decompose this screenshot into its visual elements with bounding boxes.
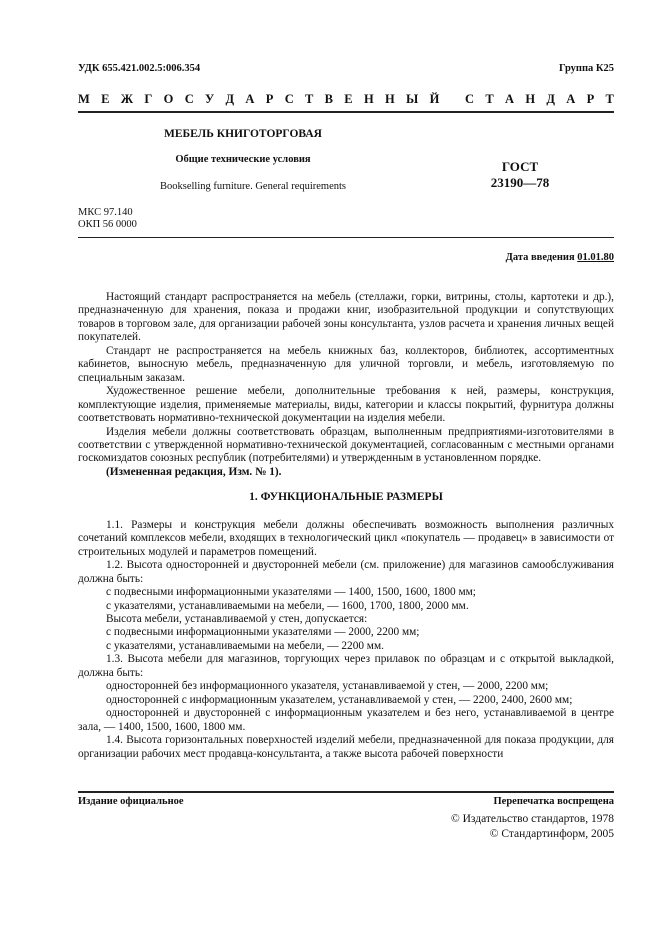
header-rule: [78, 111, 614, 113]
copyright-publisher: © Издательство стандартов, 1978: [450, 813, 614, 825]
gost-label: ГОСТ: [501, 159, 539, 174]
intro-paragraph-2: Стандарт не распространяется на мебель книжных баз, коллекторов, библиотек, ассортиментных кабинетов, выносную мебель, предназначенную для уличной торговли, и мебель, изготовляемую по специальным заказам.: [78, 344, 614, 384]
clause-1-2-item-a: с подвесными информационными указателями — 1400, 1500, 1600, 1800 мм;: [106, 586, 476, 599]
clause-1-1: 1.1. Размеры и конструкция мебели должны обеспечивать возможность выполнения различных сочетаний комплексов мебели, входящих в технологический цикл «покупатель — продавец» в зависимости от строительных модулей и параметров помещений.: [78, 518, 614, 558]
intro-date-value: 01.01.80: [577, 252, 614, 263]
intro-date-label: Дата введения: [505, 252, 575, 263]
clause-1-3-item-a: односторонней без информационного указателя, устанавливаемой у стен, — 2000, 2200 мм;: [106, 680, 549, 693]
intro-paragraph-4: Изделия мебели должны соответствовать образцам, выполненным предприятиями-изготовителями в соответствии с утвержденной нормативно-технической документацией, согласованным с местными органами госкомиздатов союзных республик (потребителями) и утвержденным в установленном порядке.: [78, 425, 614, 465]
clause-1-2: 1.2. Высота односторонней и двусторонней мебели (см. приложение) для магазинов самообслуживания должна быть:: [78, 559, 614, 585]
intro-paragraph-1: Настоящий стандарт распространяется на мебель (стеллажи, горки, витрины, столы, картотеки и др.), предназначенную для хранения, показа и продажи книг, изобразительной продукции и сопутствующих товаров в торговом зале, для организации рабочей зоны консультанта, узлов расчета и хранения личных вещей покупателей.: [78, 291, 614, 344]
document-body: [78, 291, 614, 761]
title-rule: [78, 237, 614, 238]
footer-rule: [78, 791, 614, 793]
clause-1-2-item-e: с указателями, устанавливаемыми на мебели, — 2200 мм.: [106, 639, 384, 652]
document-subtitle: Общие технические условия: [175, 154, 311, 165]
intro-paragraph-3: Художественное решение мебели, дополнительные требования к ней, размеры, конструкция, комплектующие изделия, применяемые материалы, виды, категории и классы покрытий, фурнитура должны соответствовать нормативно-технической документации на изделия мебели.: [78, 385, 614, 425]
reprint-prohibited: Перепечатка воспрещена: [493, 796, 614, 807]
mks-code: МКС 97.140: [78, 207, 133, 218]
section-1-title: 1. ФУНКЦИОНАЛЬНЫЕ РАЗМЕРЫ: [249, 491, 443, 504]
clause-1-2-item-d: с подвесными информационными указателями — 2000, 2200 мм;: [106, 626, 420, 639]
clause-1-3: 1.3. Высота мебели для магазинов, торгующих через прилавок по образцам и с открытой выкладкой, должна быть:: [78, 653, 614, 679]
udk-code: УДК 655.421.002.5:006.354: [78, 63, 201, 74]
clause-1-4: 1.4. Высота горизонтальных поверхностей изделий мебели, предназначенной для показа продукции, для организации рабочих мест продавца-консультанта, а также высота рабочей поверхности: [78, 734, 614, 760]
document-title: МЕБЕЛЬ КНИГОТОРГОВАЯ: [164, 128, 322, 140]
clause-1-3-item-c: односторонней и двусторонней с информационным указателем и без него, устанавливаемой в центре зала, — 1400, 1500, 1600, 1800 мм.: [78, 707, 614, 733]
official-edition: Издание официальное: [78, 796, 184, 807]
copyright-standartinform: © Стандартинформ, 2005: [489, 828, 614, 840]
standard-banner: М Е Ж Г О С У Д А Р С Т В Е Н Н Ы Й С Т А Н Д А Р Т: [78, 92, 614, 106]
okp-code: ОКП 56 0000: [78, 219, 137, 230]
english-title: Bookselling furniture. General requirements: [159, 181, 347, 192]
clause-1-2-item-b: с указателями, устанавливаемыми на мебели, — 1600, 1700, 1800, 2000 мм.: [106, 599, 469, 612]
intro-date: [506, 252, 614, 263]
group-code: Группа К25: [558, 63, 614, 74]
clause-1-2-item-c: Высота мебели, устанавливаемой у стен, допускается:: [106, 612, 368, 625]
gost-number: 23190—78: [490, 175, 550, 190]
amendment-note: (Измененная редакция, Изм. № 1).: [106, 465, 282, 478]
clause-1-3-item-b: односторонней с информационным указателем, устанавливаемой у стен, — 2200, 2400, 2600 мм;: [106, 693, 573, 706]
